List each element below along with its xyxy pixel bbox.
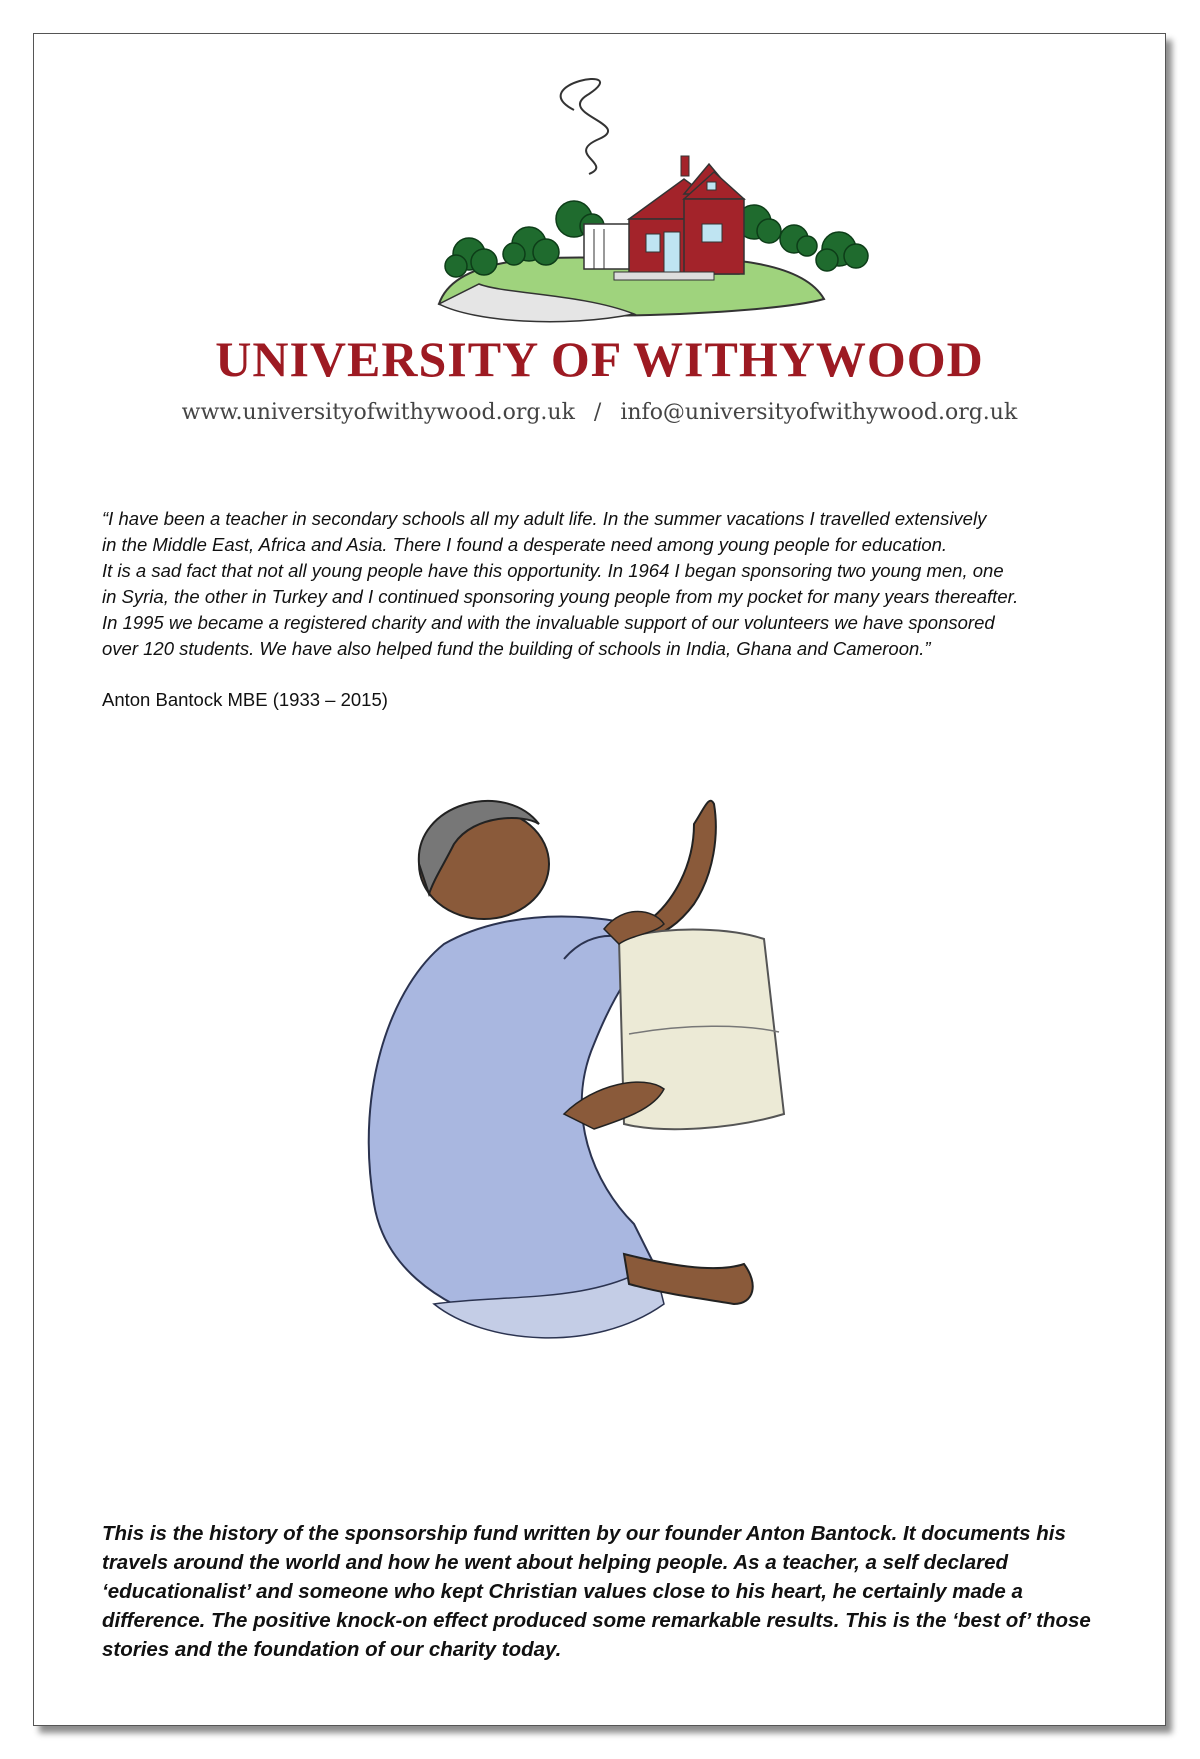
email-link[interactable]: info@universityofwithywood.org.uk (620, 400, 1018, 425)
quote-line: in Syria, the other in Turkey and I continued sponsoring young people from my pocket for many years thereafter. (102, 586, 1019, 607)
flyer-page (33, 33, 1166, 1726)
quote-line: In 1995 we became a registered charity and with the invaluable support of our volunteers we have sponsored (102, 612, 995, 633)
schoolhouse-logo-icon (384, 54, 884, 354)
contact-line (34, 400, 1165, 425)
quote-attribution: Anton Bantock MBE (1933 – 2015) (102, 689, 388, 710)
closing-paragraph (102, 1519, 1102, 1664)
quote-line: “I have been a teacher in secondary schools all my adult life. In the summer vacations I travelled extensively (102, 508, 987, 529)
closing-line: travels around the world and how he went about helping people. As a teacher, a self declared (102, 1551, 1008, 1574)
closing-line: ‘educationalist’ and someone who kept Christian values close to his heart, he certainly made a (102, 1580, 1023, 1603)
website-link[interactable]: www.universityofwithywood.org.uk (181, 400, 575, 425)
reader-illustration-icon (334, 784, 894, 1434)
quote-line: in the Middle East, Africa and Asia. There I found a desperate need among young people for education. (102, 534, 948, 555)
contact-separator: / (593, 400, 602, 425)
closing-line: difference. The positive knock-on effect produced some remarkable results. This is the ‘best of’ those (102, 1609, 1091, 1632)
quote-line: over 120 students. We have also helped fund the building of schools in India, Ghana and Cameroon.” (102, 638, 931, 659)
quote-line: It is a sad fact that not all young people have this opportunity. In 1964 I began sponsoring two young men, one (102, 560, 1004, 581)
closing-line: This is the history of the sponsorship fund written by our founder Anton Bantock. It documents his (102, 1522, 1066, 1545)
closing-line: stories and the foundation of our charity today. (102, 1638, 562, 1661)
founder-quote (102, 506, 1102, 662)
organisation-title: UNIVERSITY OF WITHYWOOD (215, 331, 984, 387)
